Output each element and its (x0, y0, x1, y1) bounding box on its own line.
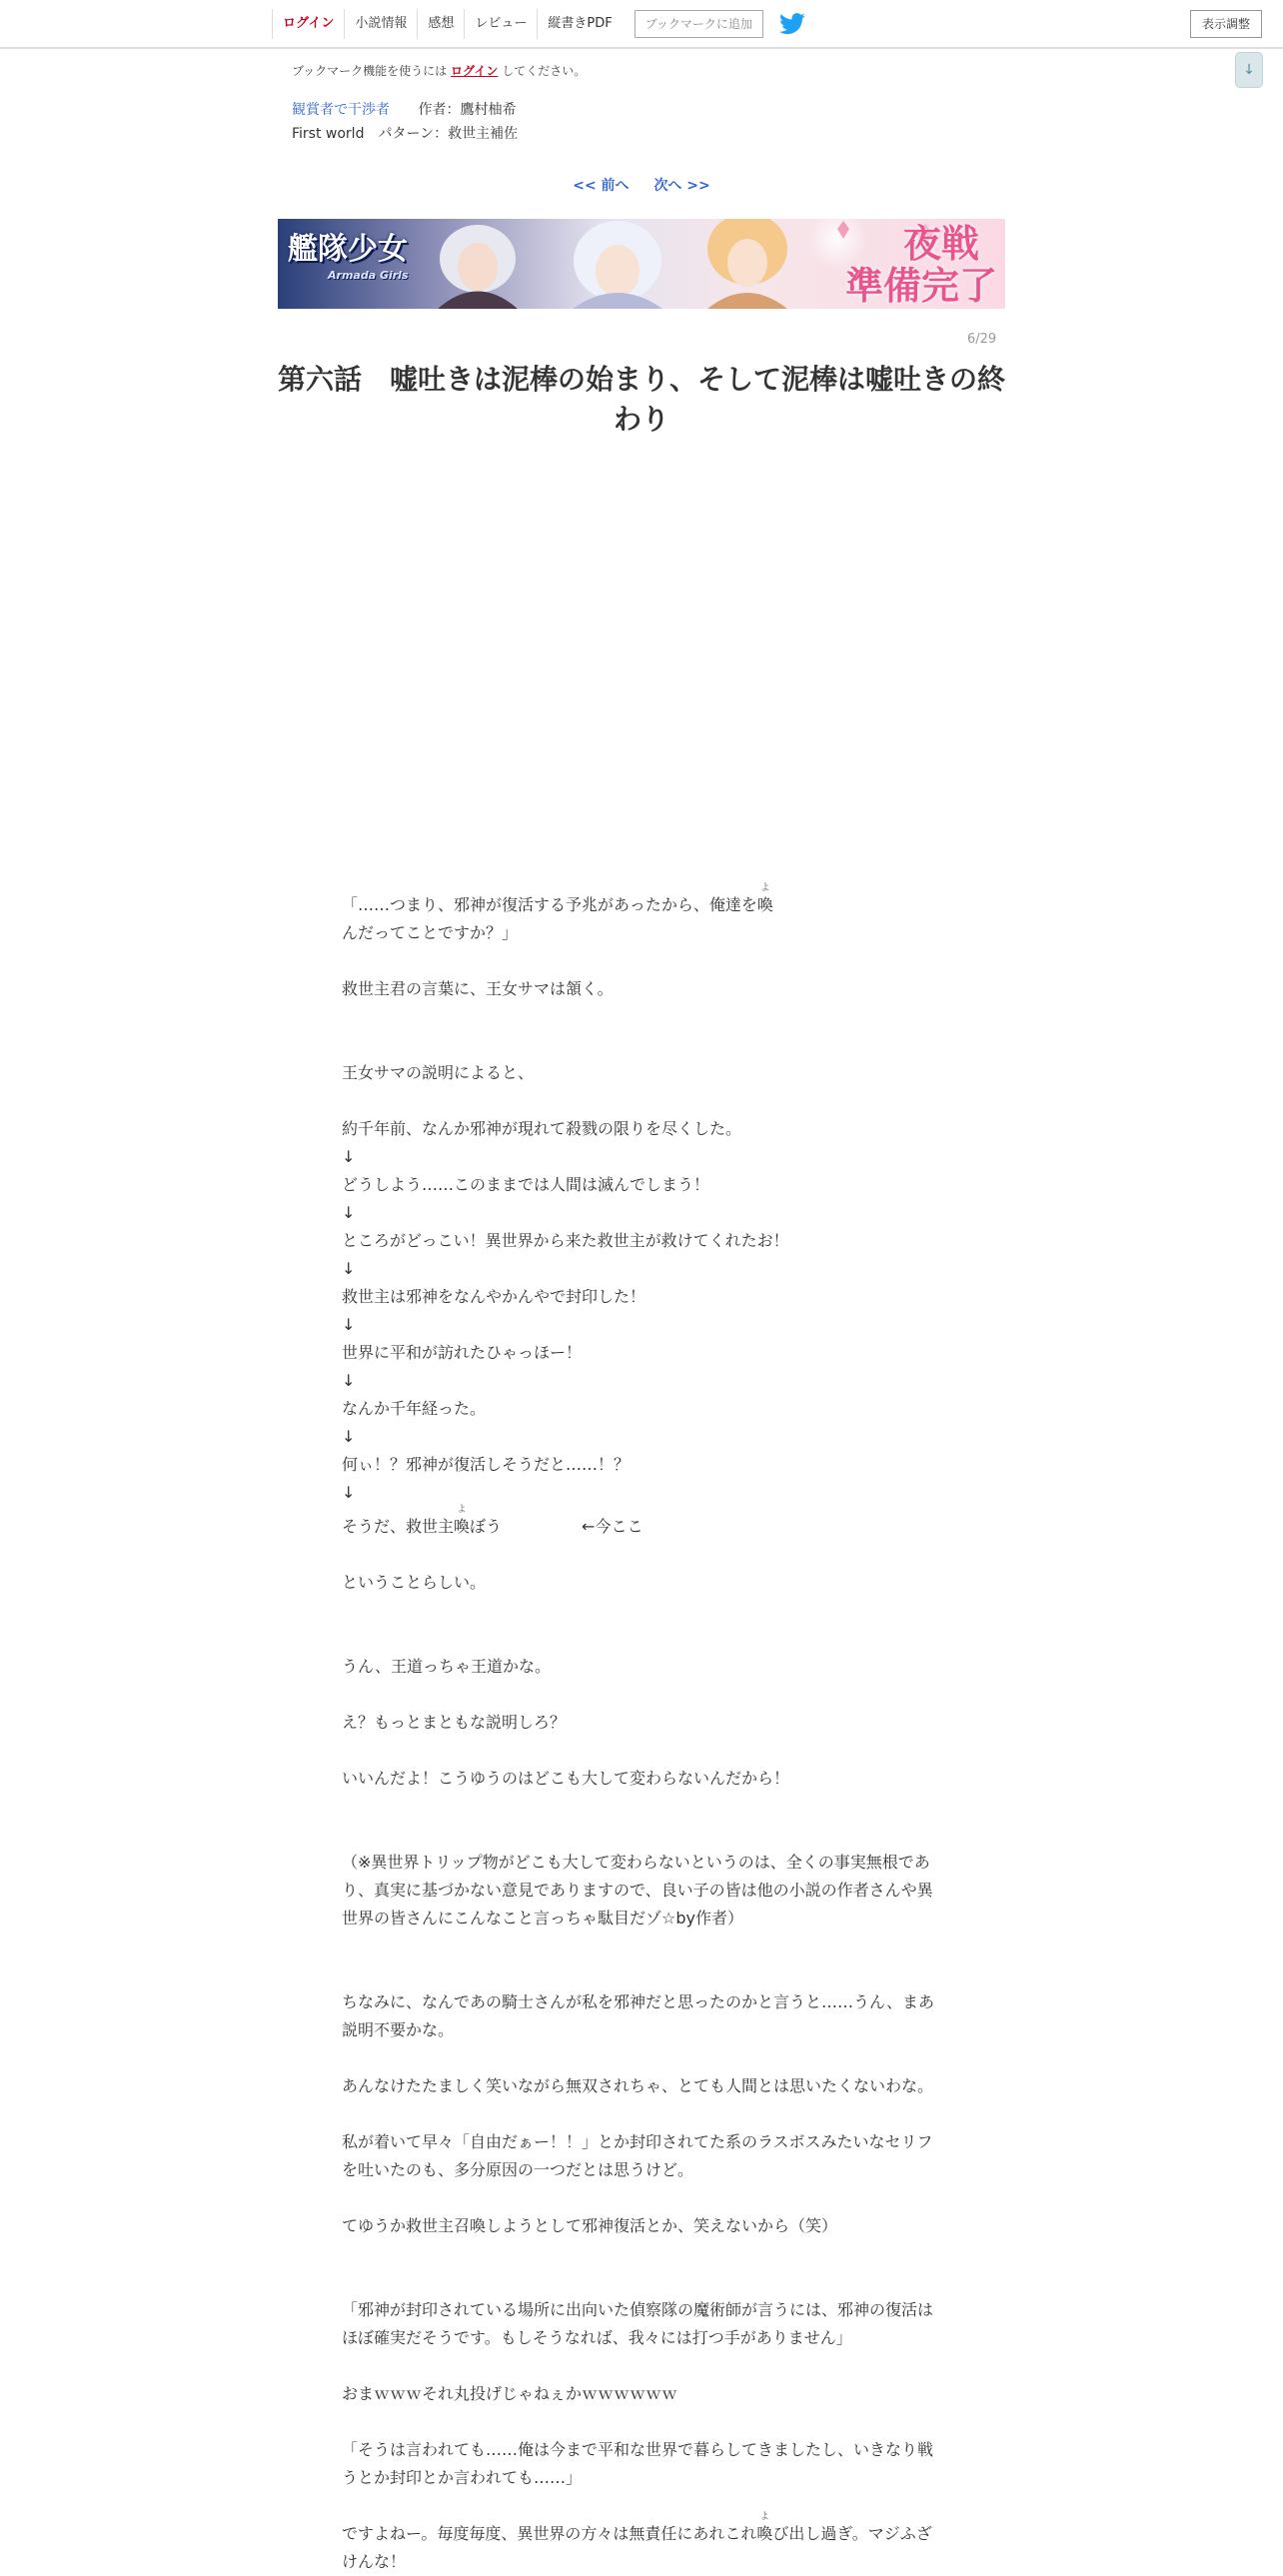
twitter-bird-icon[interactable] (779, 13, 805, 35)
ruby-base: 喚 (756, 2524, 773, 2543)
body-paragraph: ところがどっこい！異世界から来た救世主が救けてくれたお！ (342, 1231, 789, 1250)
page-count: 6/29 (967, 332, 997, 347)
body-text-fragment: そうだ、救世主 (342, 1517, 455, 1536)
body-arrow: ↓ (342, 1371, 356, 1390)
body-text-fragment: び出し過ぎ。マジふざけんな！ (342, 2524, 932, 2571)
ruby-text (756, 2512, 773, 2543)
body-paragraph (342, 1505, 941, 1541)
body-paragraph: え？もっとまともな説明しろ？ (342, 1713, 567, 1732)
nav-links (272, 9, 805, 39)
nav-novel-info-link[interactable]: 小説情報 (344, 9, 417, 39)
pager (0, 175, 1283, 195)
ruby-text (756, 883, 773, 914)
top-navbar (0, 0, 1283, 49)
nav-login-link[interactable]: ログイン (272, 9, 344, 39)
body-paragraph: いいんだよ！こうゆうのはどこも大して変わらないんだから！ (342, 1769, 790, 1788)
banner-logo-sub: Armada Girls (328, 269, 409, 282)
body-paragraph: うん、王道っちゃ王道かな。 (342, 1657, 551, 1676)
novel-title-link[interactable]: 観賞者で干渉者 (292, 102, 390, 118)
body-text-fragment: ですよねー。毎度毎度、異世界の方々は無責任にあれこれ (342, 2524, 757, 2543)
body-text-fragment: 「……つまり、邪神が復活する予兆があったから、俺達を (342, 895, 757, 914)
login-notice-after: してください。 (502, 64, 587, 78)
chapter-title: 第六話 嘘吐きは泥棒の始まり、そして泥棒は嘘吐きの終わり (278, 363, 1006, 436)
novel-author: 作者：鷹村柚希 (418, 102, 517, 118)
body-paragraph: （※異世界トリップ物がどこも大して変わらないというのは、全くの事実無根であり、真実に基づかない意見でありますので、良い子の皆は他の小説の作者さんや異世界の皆さんにこんなこと言っちゃ駄目だゾ☆by作者） (342, 1853, 933, 1928)
body-paragraph: 救世主は邪神をなんやかんやで封印した！ (342, 1287, 646, 1306)
ruby-reading: よ (759, 2512, 769, 2522)
body-paragraph (342, 2512, 941, 2576)
body-arrow: ↓ (342, 1427, 356, 1446)
body-paragraph: あんなけたたましく笑いながら無双されちゃ、とても人間とは思いたくないわな。 (342, 2076, 934, 2095)
novel-series-line: First world パターン：救世主補佐 (292, 126, 519, 142)
body-arrow: ↓ (342, 1483, 356, 1502)
body-paragraph: 私が着いて早々「自由だぁー！！」とか封印されてた系のラスボスみたいなセリフを吐いたのも、多分原因の一つだとは思うけど。 (342, 2132, 933, 2179)
body-paragraph: 約千年前、なんか邪神が現れて殺戮の限りを尽くした。 (342, 1119, 742, 1138)
chapter-body (342, 883, 941, 2576)
login-notice-link[interactable]: ログイン (451, 64, 499, 78)
body-paragraph: 救世主君の言葉に、王女サマは頷く。 (342, 979, 614, 998)
nav-review-link[interactable]: レビュー (464, 9, 537, 39)
body-paragraph: てゆうか救世主召喚しようとして邪神復活とか、笑えないから（笑） (342, 2216, 838, 2235)
body-text-fragment: んだってことですか？」 (342, 923, 519, 942)
display-settings-button[interactable]: 表示調整 (1190, 10, 1262, 38)
body-paragraph: ちなみに、なんであの騎士さんが私を邪神だと思ったのかと言うと……うん、まあ説明不要かな。 (342, 1992, 934, 2039)
body-paragraph: ということらしい。 (342, 1573, 487, 1592)
nav-vertical-pdf-link[interactable]: 縦書きPDF (537, 9, 622, 39)
body-paragraph: 何ぃ！？邪神が復活しそうだと……！？ (342, 1455, 631, 1474)
body-paragraph: おまｗｗｗそれ丸投げじゃねぇかｗｗｗｗｗｗ (342, 2384, 678, 2403)
body-arrow: ↓ (342, 1203, 356, 1222)
banner-tagline-2: 準備完了 (844, 263, 997, 308)
scroll-down-button[interactable]: ↓ (1235, 52, 1263, 88)
nav-impressions-link[interactable]: 感想 (417, 9, 464, 39)
novel-info (292, 98, 518, 146)
next-page-link[interactable]: 次へ >> (653, 178, 710, 194)
login-notice-before: ブックマーク機能を使うには (292, 64, 448, 78)
body-paragraph: 王女サマの説明によると、 (342, 1063, 535, 1082)
body-paragraph (342, 883, 941, 947)
body-paragraph: なんか千年経った。 (342, 1399, 487, 1418)
ad-banner[interactable] (278, 219, 1005, 309)
banner-tagline-1: 夜戦 (902, 221, 979, 266)
ruby-base: 喚 (756, 895, 773, 914)
body-paragraph: どうしよう……このままでは人間は滅んでしまう！ (342, 1175, 710, 1194)
login-notice (292, 62, 586, 79)
banner-tagline (797, 223, 997, 307)
body-paragraph: 世界に平和が訪れたひゃっほー！ (342, 1343, 583, 1362)
banner-logo-main: 艦隊少女 (288, 232, 408, 267)
body-text-fragment: ぼう ←今ここ (470, 1517, 643, 1536)
body-paragraph: 「そうは言われても……俺は今まで平和な世界で暮らしてきましたし、いきなり戦うとか封印とか言われても……」 (342, 2440, 934, 2487)
ruby-base: 喚 (454, 1517, 471, 1536)
ruby-reading: よ (457, 1505, 467, 1515)
body-arrow: ↓ (342, 1259, 356, 1278)
body-paragraph: 「邪神が封印されている場所に出向いた偵察隊の魔術師が言うには、邪神の復活はほぼ確実だそうです。もしそうなれば、我々には打つ手がありません」 (342, 2300, 934, 2347)
ruby-reading: よ (760, 883, 770, 893)
prev-page-link[interactable]: << 前へ (573, 178, 630, 194)
body-arrow: ↓ (342, 1147, 356, 1166)
body-arrow: ↓ (342, 1315, 356, 1334)
add-bookmark-button[interactable]: ブックマークに追加 (635, 10, 763, 38)
ruby-text (454, 1505, 471, 1536)
banner-logo (288, 231, 428, 297)
